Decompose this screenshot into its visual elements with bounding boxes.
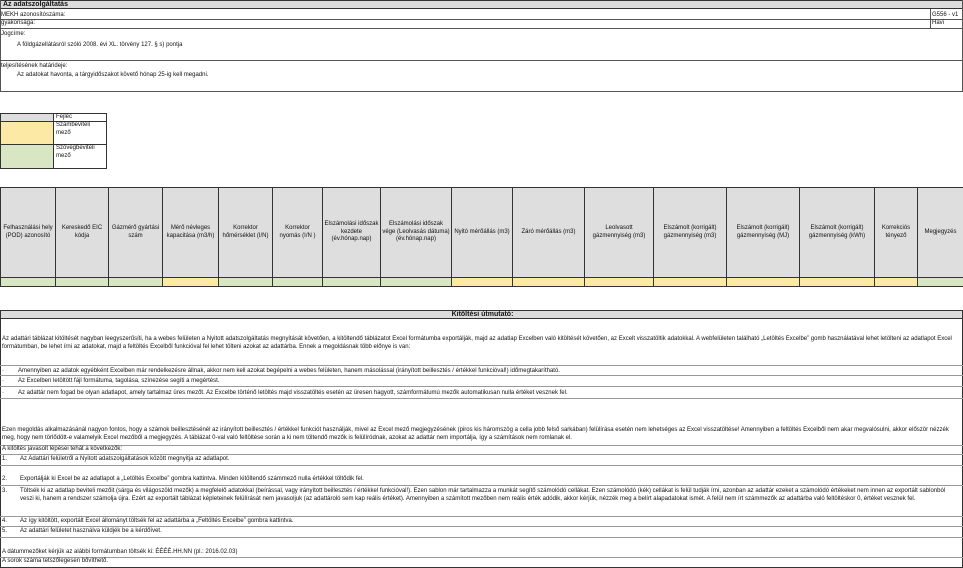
bullet-1: Amennyiben az adatok egyébként Excelben már rendelkezésre állnak, akkor nem kell azokat begépelni a webes felületen, hanem másolással (irányított beillesztés / értékkel funkcióval!) időmegtakarítható. (18, 368, 560, 374)
input-cell[interactable] (272, 277, 323, 287)
column-header-label: Korrektor nyomás (I/N ) (279, 225, 316, 239)
step-5-num: 5. (2, 528, 8, 534)
legend-text-label: Szövegbeviteli mező (53, 144, 107, 169)
column-header (55, 187, 109, 278)
column-header-label: Mérő névleges kapacitása (m3/h) (166, 225, 215, 239)
column-header-label: Elszámolási időszak kezdete (év.hónap.nap) (324, 221, 379, 243)
legend-header-label: Fejléc (53, 113, 107, 122)
step-3-num: 3. (2, 488, 8, 494)
step-4-num: 4. (2, 518, 8, 524)
steps-title: A kitöltés javasolt lépései tehát a következők: (2, 446, 123, 452)
bullet-2-dot: · (2, 378, 4, 384)
input-cell[interactable] (218, 277, 273, 287)
input-cell[interactable] (380, 277, 452, 287)
section-title: Az adatszolgáltatás (0, 0, 963, 9)
column-header (218, 187, 273, 278)
input-cell[interactable] (917, 277, 963, 287)
step-1-text: Az Adattári felületről a Nyitott adatszolgáltatások között megnyitja az adatlapot. (20, 456, 230, 462)
mekh-value: G556 - v1 (932, 12, 959, 18)
date-format-note: A dátummezőket kérjük az alábbi formátumban töltsék ki: ÉÉÉÉ.HH.NN (pl.: 2016.02.03) (2, 549, 238, 555)
column-header (162, 187, 219, 278)
step-4-text: Az így kitöltött, exportált Excel állományt töltsék fel az adattárba a „Feltöltés Excelbe” gombra kattintva. (20, 518, 294, 524)
column-header-label: Nyitó mérőállás (m3) (454, 228, 510, 235)
mekh-label: MEKH azonosítószáma: (1, 12, 66, 18)
column-header-label: Elszámolási időszak vége (Leolvasás dátuma) (év.hónap.nap) (382, 221, 450, 243)
frequency-label: gyakorisága: (1, 20, 36, 26)
instructions-warning: Ezen megoldás alkalmazásánál nagyon fontos, hogy a számok beillesztésénél az irányított beillesztés / értékkel funkciót használják, mivel az Excel mező megjegyzésének (piros kis háromszög a cella jobb felső sarkában) felülírása esetén nem lehetséges az Excel visszatöltése! Amennyiben a feltöltés Excelből nem akar megvalósulni, akkor először nézzék meg, hogy nem törlődött-e valamelyik Excel mezőből a megjegyzés. A táblázat 0-val való feltöltése során a ki nem töltendő mezők is felülíródnak, azokat az adattár nem importálja, így a számítások nem romlanak el. (2, 427, 949, 441)
step-2-num: 2. (2, 476, 8, 482)
column-header (451, 187, 513, 278)
deadline-label: teljesítésének határideje: (1, 63, 68, 69)
column-header (380, 187, 452, 278)
input-cell[interactable] (0, 277, 56, 287)
column-header (917, 187, 963, 278)
instructions-intro: Az adattári táblázat kitöltését nagyban leegyszerűsíti, ha a webes felületen a Nyitott adatszolgáltatás megnyitását követően, a kitöltendő táblázatot Excel formátumba exportálják, majd az adatlap Excelben való kitöltését követően, az Excelt visszatöltik adatokkal. A webfelületen található „Letöltés Excelbe” gomb használatával lehet letölteni az adatlapot Excel formátumban, be lehet írni az adatokat, majd a feltöltés Excelből funkcióval fel lehet tölteni azokat az adattárba. Ennek a megoldásnak több előnye is van: (2, 336, 952, 350)
column-header (0, 187, 56, 278)
legend-accounting-label: Számbeviteli mező (53, 121, 107, 145)
column-header-label: Gázmérő gyártási szám (111, 225, 160, 239)
column-header-label: Korrekciós tényező (881, 225, 911, 239)
legend-text-swatch (0, 144, 54, 169)
frequency-value: Havi (932, 20, 945, 26)
column-header (584, 187, 654, 278)
input-cell[interactable] (162, 277, 219, 287)
step-5-text: Az adattári felületet használva küldjék be a kérdőívet. (20, 528, 162, 534)
legend-accounting-swatch (0, 121, 54, 145)
column-header-label: Felhasználási hely (POD) azonosító (3, 225, 53, 239)
input-cell[interactable] (108, 277, 163, 287)
legal-basis-text: A földgázellátásról szóló 2008. évi XL. törvény 127. § s) pontja (17, 42, 183, 48)
input-cell[interactable] (653, 277, 727, 287)
bullet-3: Az adattár nem fogad be olyan adatlapot, amely tartalmaz üres mezőt. Az Excelbe történő letöltés majd visszatöltés esetén az üresen hagyott, számformátumú mezők automatikusan nulla értéket vesznek fel. (18, 390, 568, 396)
instructions-title: Kitöltési útmutató: (0, 310, 963, 319)
input-cell[interactable] (322, 277, 381, 287)
column-header-label: Megjegyzés (924, 228, 957, 235)
bullet-2: Az Excelben letöltött fájl formátuma, tagolása, színezése segíti a megértést. (18, 378, 220, 384)
step-1-num: 1. (2, 456, 8, 462)
column-header (108, 187, 163, 278)
input-cell[interactable] (55, 277, 109, 287)
column-header-label: Korrektor hőmérséklet (I/N) (222, 225, 269, 239)
column-header-label: Elszámolt (korrigált) gázmennyiség (MJ) (736, 225, 790, 239)
column-header-label: Elszámolt (korrigált) gázmennyiség (m3) (663, 225, 717, 239)
legal-basis-label: Jogcíme: (1, 31, 26, 37)
column-header (322, 187, 381, 278)
rows-expandable-note: A sorok száma tetszőlegesen bővíthető. (2, 558, 109, 564)
input-cell[interactable] (726, 277, 800, 287)
bullet-1-dot: · (2, 368, 4, 374)
bullet-3-dot: · (2, 390, 4, 396)
deadline-text: Az adatokat havonta, a tárgyidőszakot követő hónap 25-ig kell megadni. (17, 72, 209, 78)
input-cell[interactable] (512, 277, 585, 287)
input-cell[interactable] (874, 277, 918, 287)
column-header-label: Elszámolt (korrigált) gázmennyiség (kWh) (808, 225, 866, 239)
column-header (512, 187, 585, 278)
column-header-label: Záró mérőállás (m3) (521, 228, 576, 235)
column-header (272, 187, 323, 278)
step-3-text: Töltsék ki az adatlap beviteli mezőit (sárga és világoszöld mezők) a megfelelő adatokkal (beírással, vagy irányított beillesztés / értékkel funkcióval!). Ezen sablon már tartalmazza a munkát segítő számolódó cellákat. Ezen számolódó (kék) cellákat is felül tudják írni, azonban az adattár ezeket a számolódó értékeket nem innen az exportált sablonból veszi ki, hanem a rendszer számolja újra. Ezért az exportált táblázat képleteinek felülírását nem javasoljuk (az adattároló sem kap reális értéket). Amennyiben a számított mezőben nem reális érték adódik, akkor kérjük, nézzék meg a belírt alapadatokat ismét. A felül nem írt számmezők az adattárba való feltöltéskor 0, értéket vesznek fel. (20, 488, 946, 502)
input-cell[interactable] (584, 277, 654, 287)
column-header-label: Kereskedő EIC kódja (61, 225, 103, 239)
column-header (653, 187, 727, 278)
column-header (874, 187, 918, 278)
column-header-label: Leolvasott gázmennyiség (m3) (592, 225, 646, 239)
step-2-text: Exportálják ki Excel be az adatlapot a „Letöltés Excelbe” gombra kattintva. Minden kitöltendő számmező nulla értékkel töltődik fel. (20, 476, 364, 482)
column-header (726, 187, 800, 278)
input-cell[interactable] (799, 277, 875, 287)
input-cell[interactable] (451, 277, 513, 287)
column-header (799, 187, 875, 278)
